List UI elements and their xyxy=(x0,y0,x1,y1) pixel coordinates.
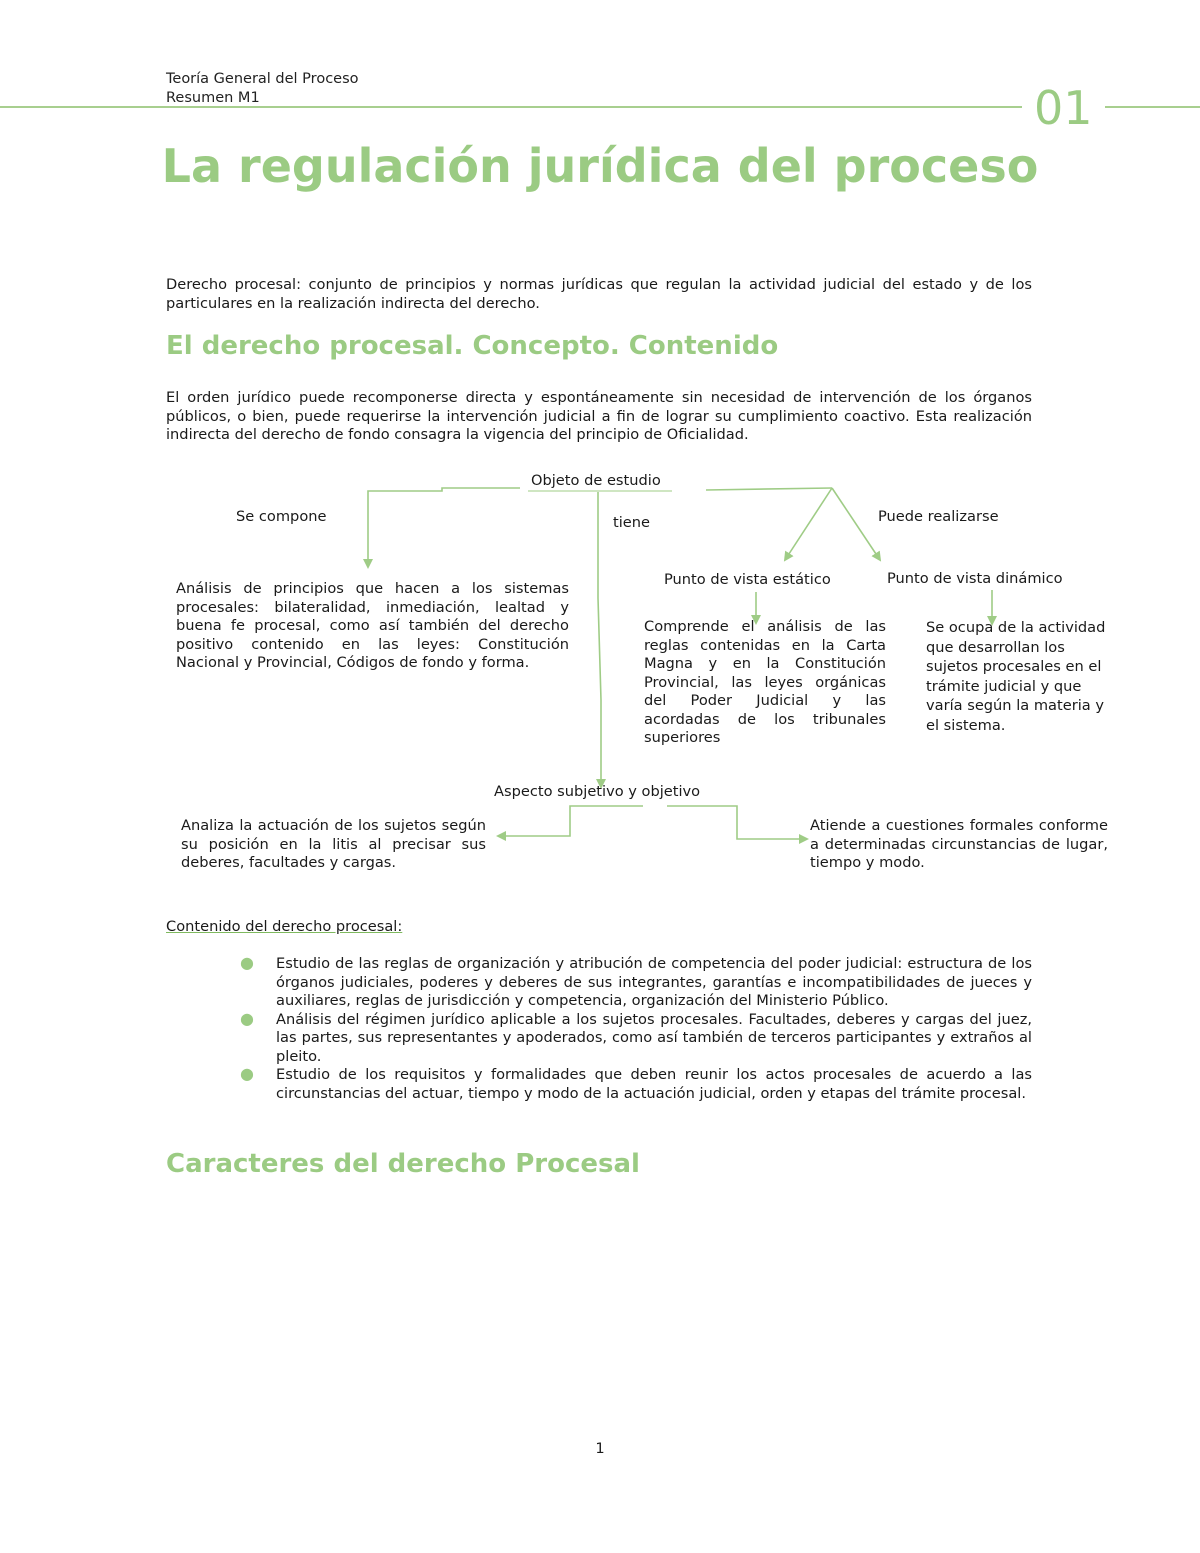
chapter-number: 01 xyxy=(1022,80,1105,136)
header-subject: Teoría General del Proceso xyxy=(166,71,359,87)
list-item-text: Estudio de los requisitos y formalidades que deben reunir los actos procesales de acuerdo a las circunstancias del actuar, tiempo y modo de la actuación judicial, orden y etapas del trámite procesal. xyxy=(276,1066,1032,1102)
edge-label-compone: Se compone xyxy=(236,508,327,525)
list-item xyxy=(166,1008,1032,1067)
list-item xyxy=(166,1066,1032,1103)
bullet-icon: ● xyxy=(240,1064,254,1083)
list-item-text: Análisis del régimen jurídico aplicable a los sujetos procesales. Facultades, deberes y cargas del juez, las partes, sus representantes y apoderados, como así también de terceros participantes y extraños al pleito. xyxy=(276,1010,1032,1065)
page-number: 1 xyxy=(595,1440,605,1457)
section-heading-characters: Caracteres del derecho Procesal xyxy=(166,1149,640,1179)
connector-to-dynamic xyxy=(832,488,880,560)
list-item-text: Estudio de las reglas de organización y atribución de competencia del poder judicial: estructura de los órganos judiciales, poderes y deberes de sus integrantes, garantías e incompatibilidades de jueces y auxiliares, reglas de jurisdicción y competencia, organización del Ministerio Público. xyxy=(276,955,1032,1009)
subjective-aspect-box: Analiza la actuación de los sujetos según su posición en la litis al precisar sus deberes, facultades y cargas. xyxy=(181,817,486,871)
bullet-icon: ● xyxy=(240,953,254,972)
diagram-box-principles: Análisis de principios que hacen a los sistemas procesales: bilateralidad, inmediación, lealtad y buena fe procesal, como así también del derecho positivo contenido en las leyes: Constitución Nacional y Provincial, Códigos de fondo y forma. xyxy=(176,580,569,671)
aspect-label: Aspecto subjetivo y objetivo xyxy=(494,783,701,800)
header-subtitle: Resumen M1 xyxy=(166,90,260,106)
section-heading-concept: El derecho procesal. Concepto. Contenido xyxy=(166,331,779,361)
concept-paragraph: El orden jurídico puede recomponerse directa y espontáneamente sin necesidad de intervención de los órganos públicos, o bien, puede requerirse la intervención judicial a fin de lograr su cumplimiento coactivo. Esta realización indirecta del derecho de fondo consagra la vigencia del principio de Oficialidad. xyxy=(166,389,1032,443)
dynamic-viewpoint-box: Se ocupa de la actividad que desarrollan los sujetos procesales en el trámite judicial y que varía según la materia y el sistema. xyxy=(926,619,1106,734)
connector-center xyxy=(598,492,601,787)
edge-label-realizarse: Puede realizarse xyxy=(878,508,999,525)
static-viewpoint-box: Comprende el análisis de las reglas contenidas en la Carta Magna y en la Constitución Provincial, las leyes orgánicas del Poder Judicial y las acordadas de los tribunales superiores xyxy=(644,618,886,746)
list-item xyxy=(166,955,1032,1011)
connector-root-left xyxy=(368,488,520,567)
dynamic-viewpoint-label: Punto de vista dinámico xyxy=(887,570,1063,587)
diagram-root-label: Objeto de estudio xyxy=(531,472,661,489)
bullet-icon: ● xyxy=(240,1008,254,1028)
intro-paragraph: Derecho procesal: conjunto de principios y normas jurídicas que regulan la actividad judicial del estado y de los particulares en la realización indirecta del derecho. xyxy=(166,276,1032,312)
connector-root-right xyxy=(706,488,832,490)
content-subheading: Contenido del derecho procesal: xyxy=(166,918,403,935)
edge-label-tiene: tiene xyxy=(613,514,650,531)
objective-aspect-box: Atiende a cuestiones formales conforme a determinadas circunstancias de lugar, tiempo y modo. xyxy=(810,817,1108,871)
connector-objective xyxy=(667,806,807,839)
page-title: La regulación jurídica del proceso xyxy=(161,139,1039,193)
connector-subjective xyxy=(498,806,643,836)
static-viewpoint-label: Punto de vista estático xyxy=(664,571,831,588)
content-list xyxy=(166,955,1032,1103)
connector-to-static xyxy=(785,488,832,560)
